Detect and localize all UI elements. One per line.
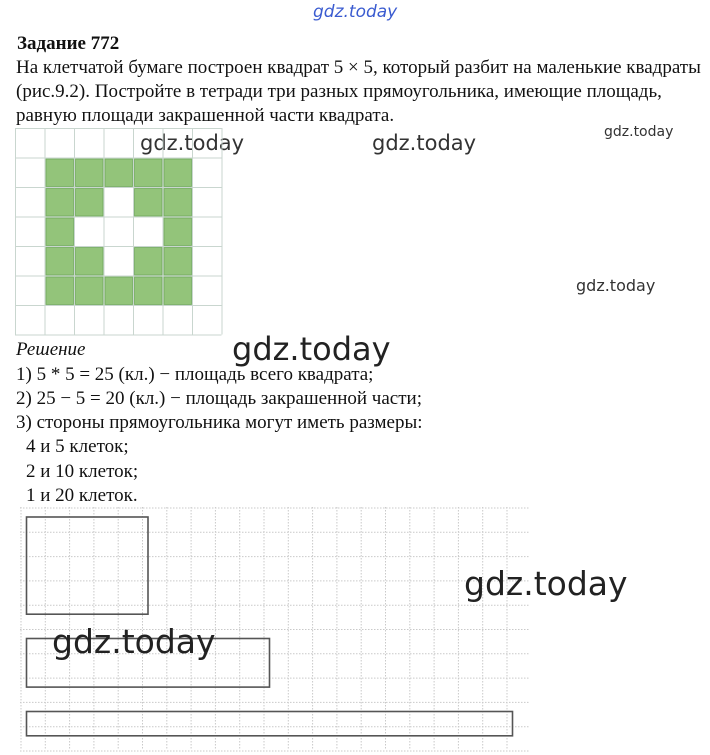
rectangle-3 [27, 712, 513, 736]
watermark: gdz.today [372, 131, 477, 155]
watermark: gdz.today [604, 124, 674, 140]
size-option-2: 2 и 10 клеток; [26, 461, 139, 482]
shaded-cell [105, 159, 133, 187]
rectangle-1 [27, 517, 149, 614]
watermark: gdz.today [52, 622, 216, 661]
task-title: Задание 772 [17, 33, 120, 54]
watermark: gdz.today [140, 131, 245, 155]
shaded-cell [135, 159, 163, 187]
shaded-cell [135, 189, 163, 217]
solution-line-3: 3) стороны прямоугольника могут иметь размеры: [16, 412, 423, 433]
shaded-cell [164, 189, 192, 217]
size-option-3: 1 и 20 клеток. [26, 485, 138, 506]
shaded-cell [46, 248, 74, 276]
shaded-cell [164, 218, 192, 246]
watermark: gdz.today [464, 564, 628, 603]
solution-line-2: 2) 25 − 5 = 20 (кл.) − площадь закрашенной части; [16, 388, 422, 409]
shaded-cell [76, 159, 104, 187]
shaded-cell [46, 159, 74, 187]
shaded-cell [46, 189, 74, 217]
shaded-cell [76, 277, 104, 305]
shaded-cell [76, 189, 104, 217]
shaded-cell [46, 277, 74, 305]
shaded-cell [105, 277, 133, 305]
solution-title: Решение [16, 339, 86, 360]
square-figure [15, 128, 225, 338]
shaded-cell [135, 277, 163, 305]
shaded-cell [76, 248, 104, 276]
watermark: gdz.today [576, 276, 656, 295]
watermark: gdz.today [232, 330, 391, 368]
watermark: gdz.today [313, 2, 398, 22]
task-text: На клетчатой бумаге построен квадрат 5 × 5, который разбит на маленькие квадраты (рис.9.2). Постройте в тетради три разных прямоугольника, имеющие площадь, равную площади закрашенной части квадрата. [16, 57, 701, 126]
solution-line-1: 1) 5 * 5 = 25 (кл.) − площадь всего квадрата; [16, 364, 374, 385]
shaded-cell [164, 159, 192, 187]
size-option-1: 4 и 5 клеток; [26, 436, 129, 457]
shaded-cell [164, 248, 192, 276]
shaded-cell [135, 248, 163, 276]
shaded-cell [46, 218, 74, 246]
shaded-cell [164, 277, 192, 305]
